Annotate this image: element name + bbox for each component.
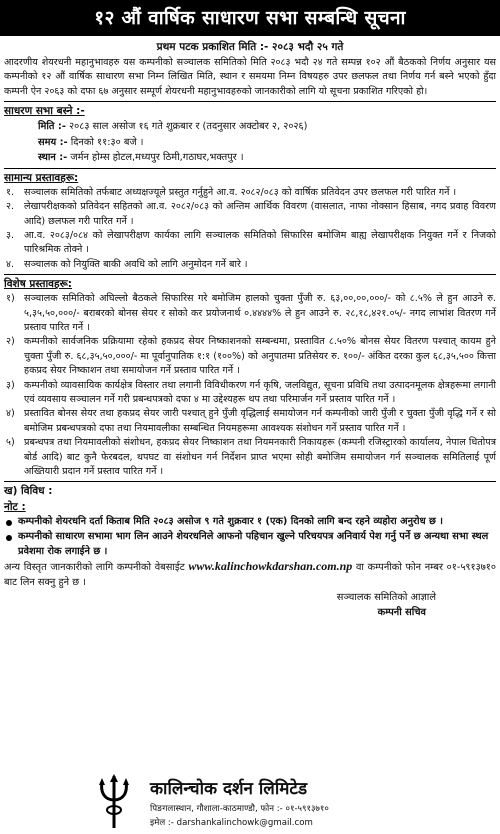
divider	[4, 101, 496, 102]
divider	[4, 274, 496, 275]
item-text: सञ्चालक समितिको तर्फबाट अध्यक्षज्यूले प्रस्तुत गर्नुहुने आ.व. २०८२/०८३ को वार्षिक प्रतिवेदन उपर छलफल गरी पारित गर्ने ।	[24, 186, 457, 198]
company-address: पिङगलास्थान, गौशाला-काठमाण्डौ, फोन :- ०१-५९१३७१०	[150, 804, 329, 814]
item-text: कम्पनीको व्यावसायिक कार्यक्षेत्र विस्तार तथा लगानी विविधीकरण गर्न कृषि, जलविद्युत, सूचना प्रविधि तथा उत्पादनमूलक क्षेत्रहरूमा लगानी एवं व्यवसाय सञ्चालन गर्ने गरी प्रबन्धपत्रको दफा ४ मा उद्देश्यहरू थप तथा परिमार्जन गर्ने प्रस्ताव पारित गर्ने ।	[24, 379, 496, 405]
item-number: ५)	[6, 437, 15, 449]
intro-paragraph: आदरणीय शेयरधनी महानुभावहरु यस कम्पनीको सञ्चालक समितिको मिति २०८३ भदौ २४ गते सम्पन्न १०२ औं बैठकको निर्णय अनुसार यस कम्पनीको १२ औं वार्षिक साधारण सभा निम्न लिखित मिति, स्थान र समयमा निम्न विषयहरु उपर छलफल तथा निर्णय गर्न बस्ने भएको हुँदा कम्पनी ऐन २०६३ को दफा ६७ अनुसार सम्पूर्ण शेयरधनी महानुभावहरुको जानकारीको लागि यो सूचना प्रकाशित गरिएको हो।	[4, 57, 496, 97]
meeting-time-value: दिनको ११:३० बजे ।	[70, 136, 144, 148]
signature-block	[4, 590, 496, 620]
meeting-time	[4, 135, 496, 151]
note-label: नोट :	[4, 501, 26, 514]
meeting-place-value: जर्मन होम्स होटल,मध्यपुर ठिमी,गठाघर,भक्तपुर ।	[70, 152, 244, 164]
item-number: ३)	[6, 379, 15, 391]
item-text: सञ्चालक समितिको अघिल्लो बैठकले सिफारिस गरे बमोजिम हालको चुक्ता पुँजी रु. ६३,००,००,०००/- को ८.५% ले हुन आउने रु. ५,३५,५०,०००/- बराबरको बोनस सेयर र सोको कर प्रयोजनार्थ ०.४४४४% ले हुन आउने रु. २८,१८,४२१.०५/- नगद लाभांश वितरण गर्ने प्रस्ताव पारित गर्ने ।	[24, 293, 496, 333]
publish-date: प्रथम पटक प्रकाशित मिति :- २०८३ भदौ २५ गते	[156, 41, 344, 53]
item-number: १)	[6, 293, 15, 305]
item-number: ३.	[6, 229, 15, 241]
info-paragraph	[4, 559, 496, 590]
info-suffix: वा कम्पनीको फोन नम्बर ०१-५९१३७१० बाट लिन सक्नु हुने छ ।	[4, 562, 496, 589]
company-email[interactable]: इमेल :- darshankalinchowk@gmail.com	[150, 818, 313, 828]
meeting-date	[4, 119, 496, 135]
signature-line: सञ्चालक समितिको आज्ञाले	[336, 592, 436, 604]
general-heading: सामान्य प्रस्तावहरू:	[4, 171, 79, 184]
note-text: कम्पनीको साधारण सभामा भाग लिन आउने शेयरधनिले आफनो पहिचान खुल्ने परिचयपत्र अनिवार्य पेश गर्नु पर्ने छ अन्यथा सभा स्थल प्रवेशमा रोक लगाईने छ ।	[18, 531, 489, 557]
meeting-heading: साधरण सभा बस्ने :-	[4, 105, 85, 118]
notice-title: १२ औं वार्षिक साधारण सभा सम्बन्धि सूचना	[0, 0, 500, 36]
item-text: कम्पनीको सार्वजनिक प्रक्रियामा रहेको हकप्रद सेयर निष्काशनको सम्बन्धमा, प्रस्तावित ८.५०% बोनस सेयर वितरण पश्चात् कायम हुने चुक्ता पुँजी रु. ६८,३५,५०,०००/- मा पूर्वानुपातिक १:१ (१००%) को अनुपातमा प्रतिसेयर रु. १००/- अंकित दरका कुल ६८,३५,५०० कित्ता हकप्रद सेयर निष्काशन तथा समायोजन गर्ने प्रस्ताव पारित गर्ने ।	[24, 336, 496, 377]
list-item	[4, 436, 496, 479]
website-link[interactable]: www.kalinchowkdarshan.com.np	[188, 559, 353, 574]
bullet-icon	[6, 535, 12, 541]
item-text: सञ्चालक को नियुक्ति बाकी अवधि को लागि अनुमोदन गर्ने बारे ।	[24, 258, 248, 270]
item-number: २.	[6, 201, 15, 213]
meeting-date-value: २०८३ साल असोज १६ गते शुक्रबार र (तदनुसार अक्टोबर २, २०२६)	[69, 121, 308, 133]
divider	[4, 168, 496, 169]
signature-title: कम्पनी सचिव	[377, 607, 426, 619]
list-item	[4, 186, 496, 200]
list-item	[4, 258, 496, 272]
item-text: प्रस्तावित बोनस सेयर तथा हकप्रद सेयर जारी पश्चात् हुने पुँजी वृद्धिलाई समायोजन गर्न कम्पनीको जारी पुँजी र चुक्ता पुँजी वृद्धि गर्ने र सो बमोजिम प्रबन्धपत्रको दफा तथा नियमावलीका सम्बन्धित नियमहरूमा आवश्यक संशोधन गर्ने प्रस्ताव पारित गर्ने ।	[24, 408, 496, 434]
note-text: कम्पनीको शेयरधनि दर्ता किताब मिति २०८३ असोज ९ गते शुक्रवार १ (एक) दिनको लागि बन्द रहने व्यहोरा अनुरोध छ ।	[18, 516, 444, 528]
meeting-date-label: मिति :-	[38, 121, 66, 133]
note-item	[4, 515, 496, 530]
divider	[4, 481, 496, 482]
special-list	[4, 292, 496, 479]
item-number: ४.	[6, 258, 15, 270]
list-item	[4, 229, 496, 258]
meeting-place	[4, 150, 496, 166]
footer	[0, 770, 500, 834]
note-item	[4, 530, 496, 559]
general-list	[4, 186, 496, 272]
info-prefix: अन्य विस्तृत जानकारीको लागि कम्पनीको वेबसाईट	[4, 562, 185, 574]
list-item	[4, 379, 496, 408]
item-number: २)	[6, 336, 15, 348]
item-text: लेखापरीक्षकको प्रतिवेदन सहितको आ.व. २०८२/०८३ को अन्तिम आर्थिक विवरण (वासलात, नाफा नोक्सान हिसाब, नगद प्रवाह विवरण आदि) छलफल गरी पारित गर्ने ।	[24, 201, 496, 227]
list-item	[4, 292, 496, 335]
list-item	[4, 200, 496, 229]
trident-om-logo-icon	[92, 772, 136, 830]
meeting-time-label: समय :-	[38, 136, 68, 148]
item-number: ४)	[6, 408, 15, 420]
list-item	[4, 335, 496, 378]
bullet-icon	[6, 520, 12, 526]
company-name: कालिन्चोक दर्शन लिमिटेड	[150, 779, 308, 799]
misc-heading: ख) विविध :	[4, 485, 53, 498]
meeting-place-label: स्थान :-	[38, 152, 68, 164]
item-text: प्रबन्धपत्र तथा नियमावलीको संशोधन, हकप्रद सेयर निष्काशन तथा नियमनकारी निकायहरू (कम्पनी रजिस्ट्रारको कार्यालय, नेपाल धितोपत्र बोर्ड आदि) बाट कुनै फेरबदल, थपघट वा संशोधन गर्न निर्देशन प्राप्त भएमा सोही बमोजिम समायोजन गर्न सञ्चालक समितिलाई पूर्ण अख्तियारी प्रदान गर्ने प्रस्ताव पारित गर्ने ।	[24, 437, 496, 478]
item-number: १.	[6, 186, 15, 198]
list-item	[4, 407, 496, 436]
special-heading: विशेष प्रस्तावहरू:	[4, 278, 72, 291]
item-text: आ.व. २०८३/०८४ को लेखापरीक्षण कार्यका लागि सञ्चालक समितिको सिफारिस बमोजिम बाह्य लेखापरीक्षक नियुक्त गर्ने र निजको पारिश्रमिक तोक्ने ।	[24, 229, 496, 256]
